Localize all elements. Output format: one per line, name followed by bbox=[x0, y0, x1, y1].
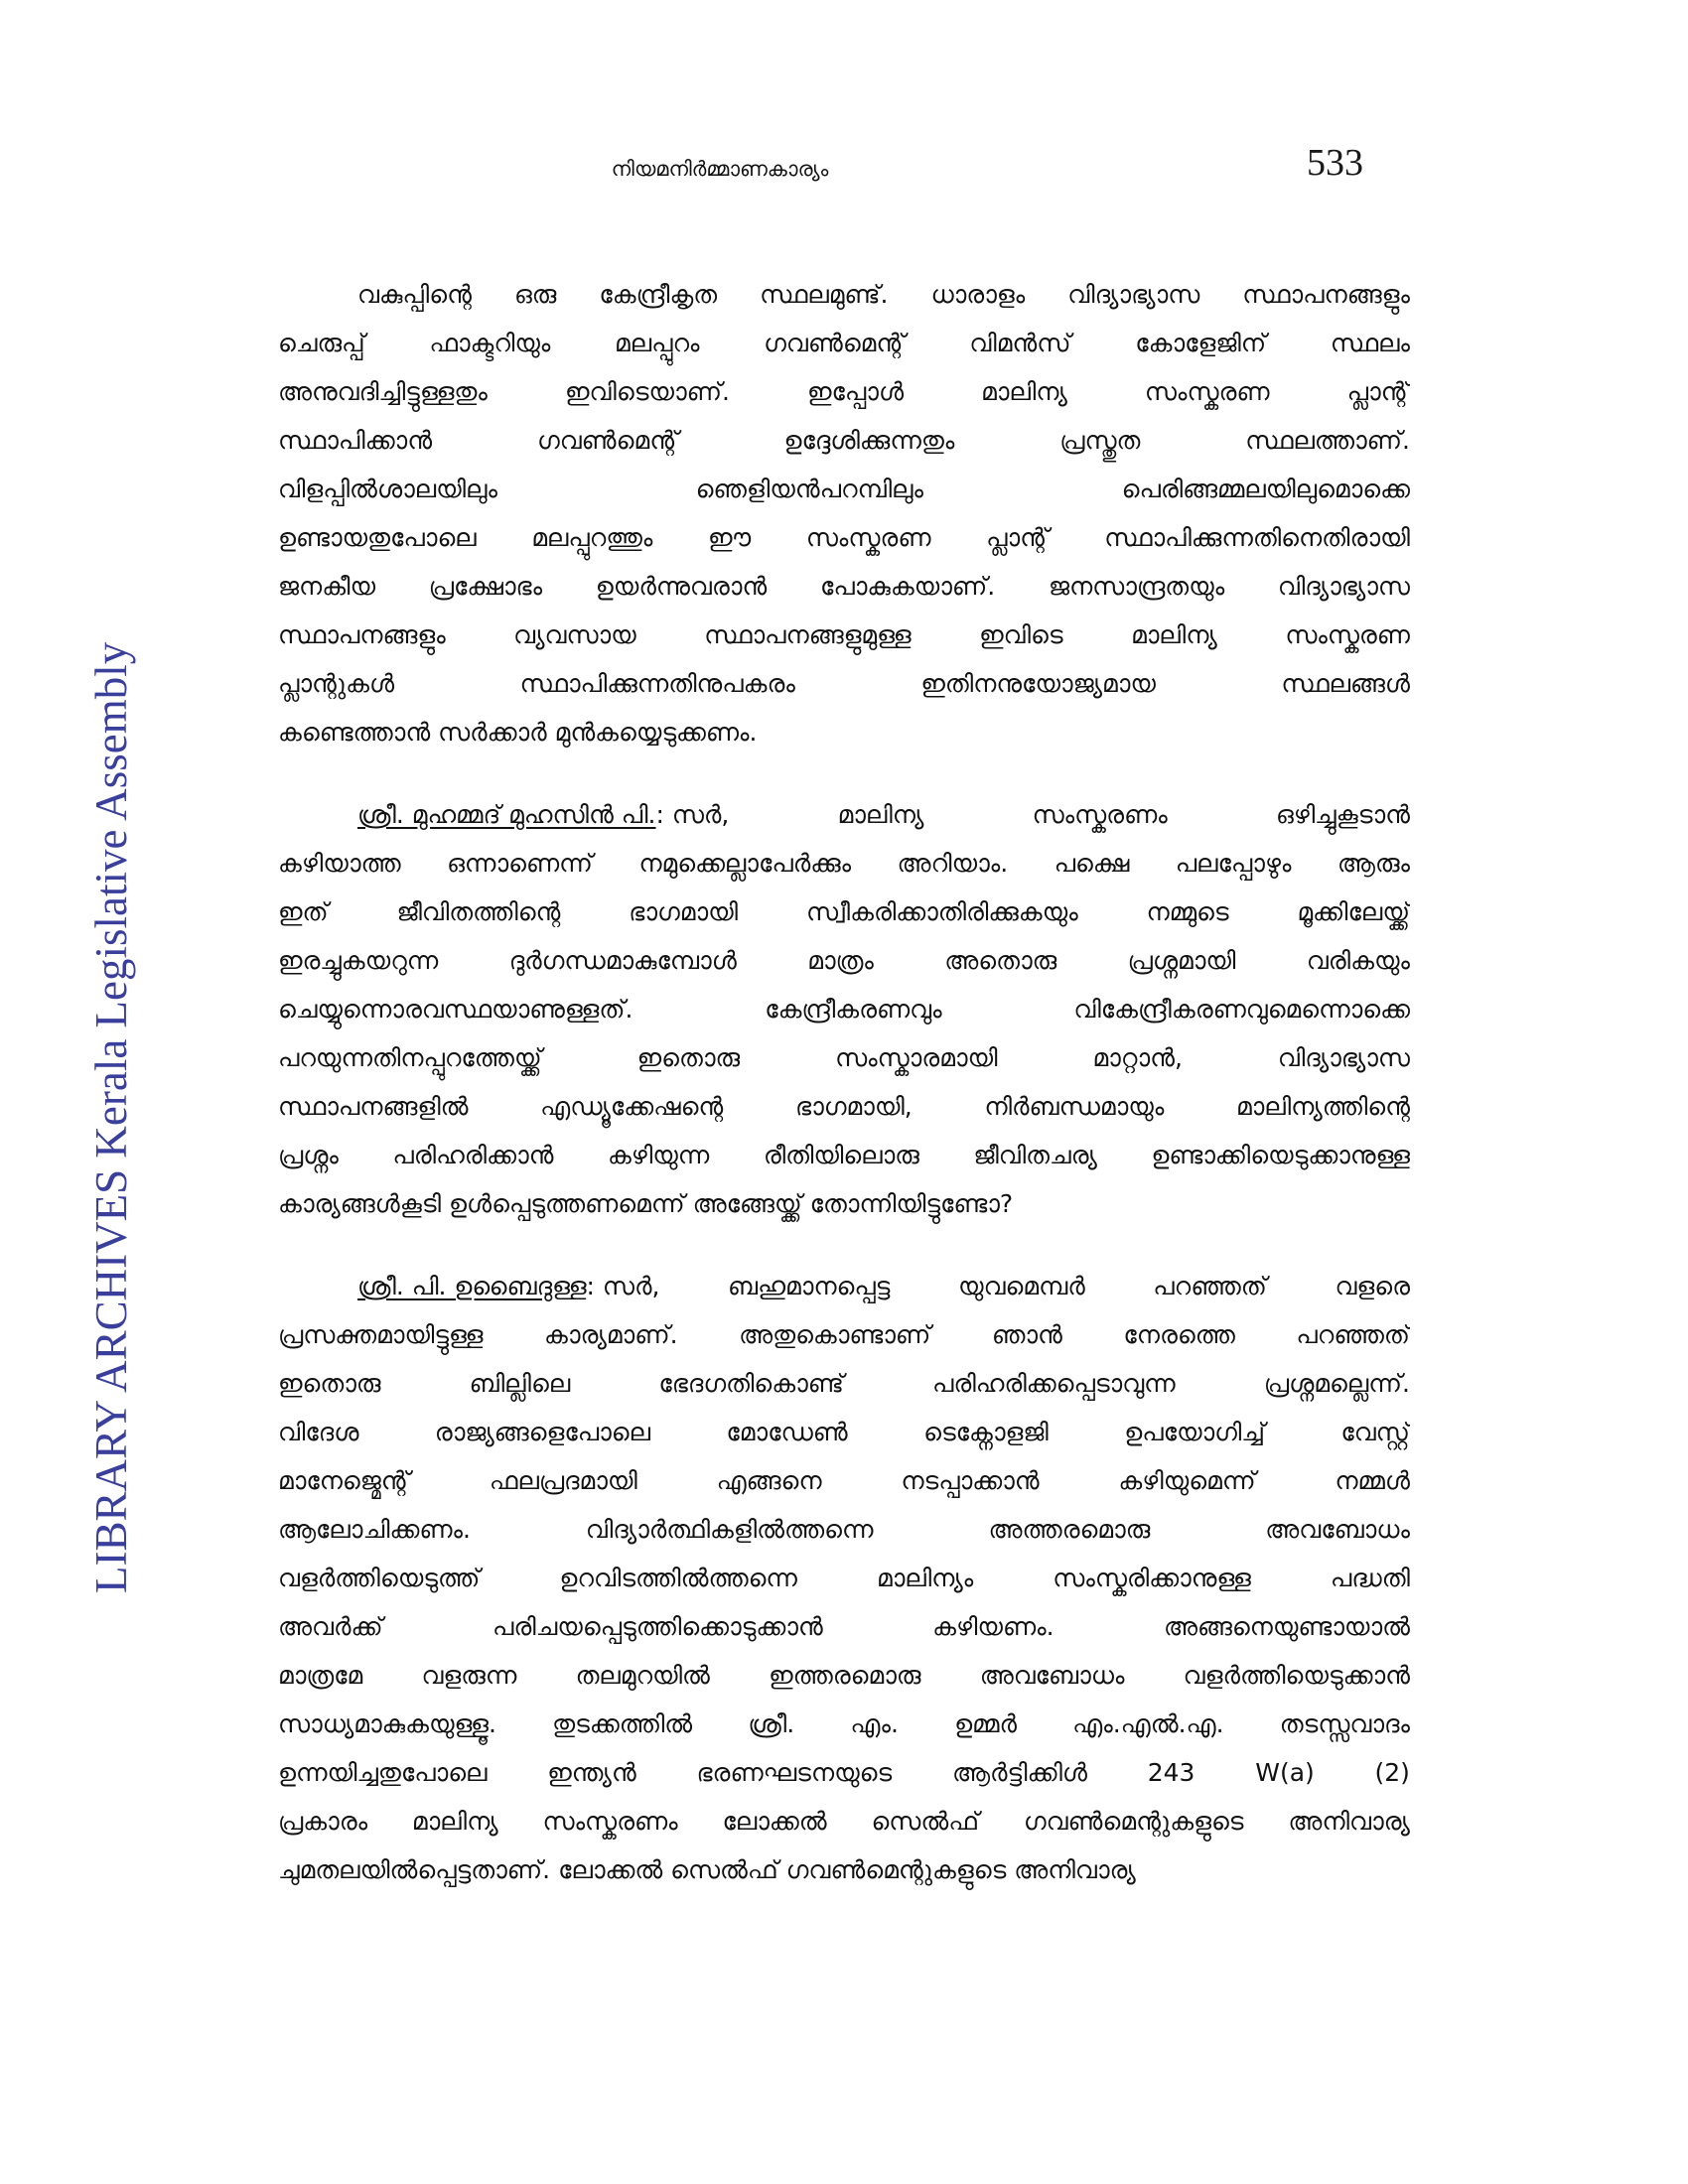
word: വ്യവസായ bbox=[513, 620, 636, 649]
word: ഉമ്മർ bbox=[954, 1709, 1017, 1738]
word: കാര്യമാണ്. bbox=[544, 1320, 678, 1349]
text-line bbox=[278, 1262, 1410, 1310]
word: മാലിന്യം bbox=[877, 1564, 974, 1592]
word: പറഞ്ഞത് bbox=[1153, 1272, 1267, 1300]
side-stamp-region bbox=[77, 352, 145, 1593]
text-line bbox=[278, 790, 1410, 839]
word: ഇത് bbox=[278, 897, 329, 926]
paragraph bbox=[278, 270, 1410, 756]
word: ചെയ്യുന്നൊരവസ്ഥയാണുള്ളത്. bbox=[278, 995, 633, 1024]
word: ചുമതലയിൽപ്പെട്ടതാണ്. bbox=[278, 1855, 551, 1884]
word: സ്ഥാപനങ്ങളിൽ bbox=[278, 1092, 469, 1121]
word: മാലിന്യ bbox=[1131, 620, 1217, 649]
word: പ്രക്ഷോഭം bbox=[428, 572, 543, 601]
word: സ്ഥലം bbox=[1330, 329, 1410, 357]
speaker-group bbox=[357, 790, 729, 839]
word: കേന്ദ്രീകരണവും bbox=[765, 995, 942, 1024]
word: ഇതൊരു bbox=[636, 1043, 741, 1072]
word: വിദ്യാഭ്യാസ bbox=[1067, 280, 1200, 309]
speaker-name: ശ്രീ. പി. ഉബൈദുള്ള bbox=[357, 1272, 587, 1300]
word: മലപ്പുറം bbox=[615, 329, 700, 357]
word: ഇവിടെയാണ്. bbox=[564, 377, 730, 406]
word: അനിവാര്യ bbox=[1014, 1855, 1136, 1884]
text-line bbox=[278, 611, 1410, 659]
word: മലപ്പുറത്തും bbox=[531, 523, 653, 552]
word: കഴിയുന്ന bbox=[607, 1141, 710, 1169]
word: വളർത്തിയെടുത്ത് bbox=[278, 1564, 481, 1592]
word: സാധ്യമാകുകയുള്ളൂ. bbox=[278, 1709, 496, 1738]
word: ധാരാളം bbox=[930, 280, 1026, 309]
word: രീതിയിലൊരു bbox=[763, 1141, 919, 1169]
text-line bbox=[278, 887, 1410, 936]
running-header-title: നിയമനിർമ്മാണകാര്യം bbox=[611, 157, 829, 181]
speaker-group bbox=[357, 1262, 659, 1310]
word: നമ്മൾ bbox=[1335, 1466, 1410, 1495]
text-line bbox=[278, 936, 1410, 985]
word: ആരും bbox=[1336, 849, 1410, 878]
word: അറിയാം. bbox=[897, 849, 1009, 878]
text-line bbox=[278, 1131, 1410, 1179]
word: വരികയും bbox=[1306, 946, 1410, 975]
word: സ്ഥാപിക്കുന്നതിനെതിരായി bbox=[1104, 523, 1410, 552]
word: പ്രസക്തമായിട്ടുള്ള bbox=[278, 1320, 484, 1349]
word: ചെരുപ്പ് bbox=[278, 329, 365, 357]
word: ഉറവിടത്തിൽത്തന്നെ bbox=[559, 1564, 797, 1592]
word: ഉപയോഗിച്ച് bbox=[1124, 1418, 1265, 1446]
word: മാലിന്യ bbox=[837, 800, 924, 829]
word: സ്ഥാപിക്കാൻ bbox=[278, 426, 433, 455]
word: നമുക്കെല്ലാപേർക്കും bbox=[638, 849, 852, 878]
text-line bbox=[278, 416, 1410, 465]
text-line bbox=[278, 319, 1410, 367]
speaker-name: ശ്രീ. മുഹമ്മദ് മുഹസിൻ പി. bbox=[357, 800, 656, 829]
text-line bbox=[278, 839, 1410, 887]
word: കേന്ദ്രീകൃത bbox=[599, 280, 718, 309]
word: W(a) bbox=[1255, 1758, 1315, 1787]
word: സംസ്കരണ bbox=[805, 523, 931, 552]
text-line bbox=[278, 1408, 1410, 1456]
word: സ്വീകരിക്കാതിരിക്കുകയും bbox=[805, 897, 1078, 926]
text-line bbox=[278, 1456, 1410, 1505]
text-line bbox=[278, 1700, 1410, 1748]
word: ഞാൻ bbox=[991, 1320, 1062, 1349]
word: ഉണ്ടായതുപോലെ bbox=[278, 523, 477, 552]
word: നേരത്തെ bbox=[1123, 1320, 1235, 1349]
word: ജീവിതത്തിന്റെ bbox=[396, 897, 561, 926]
word: എം.എൽ.എ. bbox=[1072, 1709, 1224, 1738]
word: ഇപ്പോൾ bbox=[807, 377, 905, 406]
word: മാനേജ്മെന്റ് bbox=[278, 1466, 411, 1495]
word: പ്രകാരം bbox=[278, 1807, 368, 1836]
word: വളർത്തിയെടുക്കാൻ bbox=[1183, 1661, 1410, 1690]
word: കാര്യങ്ങൾകൂടി ഉൾപ്പെടുത്തണമെന്ന് അങ്ങേയ്ക്ക് തോന്നിയിട്ടുണ്ടോ? bbox=[278, 1189, 1014, 1218]
text-line bbox=[278, 1310, 1410, 1359]
text-line bbox=[278, 1179, 1410, 1228]
word: ഉണ്ടാക്കിയെടുക്കാനുള്ള bbox=[1151, 1141, 1410, 1169]
text-line bbox=[278, 367, 1410, 416]
word: പറഞ്ഞത് bbox=[1296, 1320, 1410, 1349]
word: സ്ഥലങ്ങൾ bbox=[1281, 669, 1410, 698]
word: വിദ്യാർത്ഥികളിൽത്തന്നെ bbox=[585, 1515, 874, 1544]
word: ഗവൺമെന്റ് bbox=[536, 426, 679, 455]
word: പ്രശ്നമല്ലെന്ന്. bbox=[1263, 1369, 1410, 1398]
word: ആർട്ടിക്കിൾ bbox=[951, 1758, 1087, 1787]
text-line bbox=[278, 465, 1410, 513]
word: പെരിങ്ങമ്മലയിലുമൊക്കെ bbox=[1121, 475, 1410, 503]
word: ഞെളിയൻപറമ്പിലും bbox=[695, 475, 923, 503]
word: പദ്ധതി bbox=[1330, 1564, 1410, 1592]
word: ജീവിതചര്യ bbox=[973, 1141, 1097, 1169]
word: പ്ലാന്റ് bbox=[986, 523, 1050, 552]
word: 243 bbox=[1147, 1758, 1196, 1787]
word: മാലിന്യ bbox=[981, 377, 1067, 406]
word: അനിവാര്യ bbox=[1288, 1807, 1410, 1836]
word: പ്രശ്നം bbox=[278, 1141, 339, 1169]
text-line bbox=[278, 513, 1410, 562]
word: ഭരണഘടനയുടെ bbox=[696, 1758, 893, 1787]
word: പ്രശ്നമായി bbox=[1127, 946, 1236, 975]
word: വേസ്റ്റ് bbox=[1340, 1418, 1410, 1446]
text-line bbox=[278, 1602, 1410, 1651]
word: വകുപ്പിന്റെ bbox=[357, 280, 472, 309]
word: ഫലപ്രദമായി bbox=[489, 1466, 637, 1495]
word: ഭാഗമായി, bbox=[794, 1092, 913, 1121]
word: പരിചയപ്പെടുത്തിക്കൊടുക്കാൻ bbox=[492, 1612, 823, 1641]
word: അതൊരു bbox=[944, 946, 1057, 975]
word: മാലിന്യത്തിന്റെ bbox=[1235, 1092, 1410, 1121]
word: ബഹുമാനപ്പെട്ട bbox=[728, 1272, 891, 1300]
word: ഗവൺമെന്റുകളുടെ bbox=[785, 1855, 1007, 1884]
word: വിദേശ bbox=[278, 1418, 359, 1446]
text-line bbox=[278, 1082, 1410, 1131]
word: മാത്രം bbox=[807, 946, 874, 975]
text-line bbox=[278, 562, 1410, 611]
word: ഇത്തരമൊരു bbox=[769, 1661, 921, 1690]
paragraph bbox=[278, 790, 1410, 1228]
word: ഇതിനനുയോജ്യമായ bbox=[920, 669, 1156, 698]
word: അങ്ങനെയുണ്ടായാൽ bbox=[1163, 1612, 1410, 1641]
word: പ്ലാന്റുകൾ bbox=[278, 669, 395, 698]
word: സംസ്കരണം bbox=[1032, 800, 1168, 829]
text-line bbox=[278, 1797, 1410, 1845]
word: അവബോധം bbox=[979, 1661, 1125, 1690]
word: മാലിന്യ bbox=[411, 1807, 498, 1836]
word: നിർബന്ധമായും bbox=[984, 1092, 1165, 1121]
word: വിദ്യാഭ്യാസ bbox=[1277, 1043, 1410, 1072]
word: സംസ്കാരമായി bbox=[835, 1043, 998, 1072]
text-line bbox=[278, 1359, 1410, 1408]
text-line bbox=[278, 1748, 1410, 1797]
word: : സർ, bbox=[586, 1272, 660, 1300]
word: കഴിയാത്ത bbox=[278, 849, 401, 878]
word: സ്ഥാപനങ്ങളും bbox=[1242, 280, 1410, 309]
word: കഴിയുമെന്ന് bbox=[1118, 1466, 1256, 1495]
word: എം. bbox=[850, 1709, 899, 1738]
word: ഭേദഗതികൊണ്ട് bbox=[658, 1369, 844, 1398]
word: പലപ്പോഴും bbox=[1175, 849, 1292, 878]
word: ഫാക്ടറിയും bbox=[429, 329, 551, 357]
word: നടപ്പാക്കാൻ bbox=[901, 1466, 1040, 1495]
word: സ്ഥലമുണ്ട്. bbox=[760, 280, 889, 309]
word: വളരെ bbox=[1335, 1272, 1410, 1300]
word: ആലോചിക്കണം. bbox=[278, 1515, 471, 1544]
word: ദുർഗന്ധമാകുമ്പോൾ bbox=[508, 946, 737, 975]
word: ജനസാന്ദ്രതയും bbox=[1048, 572, 1225, 601]
word: ഒഴിച്ചുകൂടാൻ bbox=[1275, 800, 1410, 829]
word: ഭാഗമായി bbox=[629, 897, 739, 926]
word: ഉന്നയിച്ചതുപോലെ bbox=[278, 1758, 488, 1787]
text-line bbox=[278, 1845, 1410, 1894]
word: ഇരച്ചുകയറുന്ന bbox=[278, 946, 439, 975]
text-line bbox=[278, 1505, 1410, 1554]
word: എഡ്യൂക്കേഷന്റെ bbox=[540, 1092, 724, 1121]
word: അതുകൊണ്ടാണ് bbox=[739, 1320, 931, 1349]
text-line bbox=[278, 708, 1410, 756]
word: ലോക്കൽ bbox=[722, 1807, 827, 1836]
word: കണ്ടെത്താൻ സർക്കാർ മുൻകയ്യെടുക്കണം. bbox=[278, 718, 758, 747]
word: ശ്രീ. bbox=[748, 1709, 795, 1738]
word: ബില്ലിലെ bbox=[469, 1369, 571, 1398]
word: സംസ്കരണ bbox=[1144, 377, 1270, 406]
word: മൂക്കിലേയ്ക്ക് bbox=[1297, 897, 1410, 926]
word: ഗവൺമെന്റ് bbox=[764, 329, 906, 357]
word: പറയുന്നതിനപ്പുറത്തേയ്ക്ക് bbox=[278, 1043, 542, 1072]
word: നമ്മുടെ bbox=[1146, 897, 1229, 926]
word: വിളപ്പിൽശാലയിലും bbox=[278, 475, 497, 503]
word: ടെക്നോളജി bbox=[923, 1418, 1049, 1446]
word: മോഡേൺ bbox=[726, 1418, 848, 1446]
word: സെൽഫ് bbox=[871, 1807, 980, 1836]
word: ഉയർന്നുവരാൻ bbox=[595, 572, 768, 601]
word: ഇന്ത്യൻ bbox=[547, 1758, 636, 1787]
word: മാറ്റാൻ, bbox=[1092, 1043, 1183, 1072]
word: പ്രസ്തുത bbox=[1059, 426, 1141, 455]
word: ഇതൊരു bbox=[278, 1369, 381, 1398]
word: അത്തരമൊരു bbox=[988, 1515, 1151, 1544]
word: സംസ്കരണം bbox=[542, 1807, 678, 1836]
word: വിമൻസ് bbox=[969, 329, 1071, 357]
word: പ്ലാന്റ് bbox=[1346, 377, 1410, 406]
text-line bbox=[278, 1651, 1410, 1700]
word: ഇവിടെ bbox=[979, 620, 1063, 649]
word: സെൽഫ് bbox=[670, 1855, 778, 1884]
word: കോളേജിന് bbox=[1135, 329, 1267, 357]
body-text bbox=[278, 270, 1410, 1928]
word: സംസ്കരണ bbox=[1285, 620, 1410, 649]
word: അവർക്ക് bbox=[278, 1612, 383, 1641]
paragraph bbox=[278, 1262, 1410, 1894]
word: തുടക്കത്തിൽ bbox=[552, 1709, 693, 1738]
word: രാജ്യങ്ങളെപോലെ bbox=[434, 1418, 650, 1446]
word: സംസ്കരിക്കാനുള്ള bbox=[1053, 1564, 1251, 1592]
text-line bbox=[278, 985, 1410, 1033]
word: എങ്ങനെ bbox=[716, 1466, 822, 1495]
text-line bbox=[278, 1033, 1410, 1082]
word: സ്ഥലത്താണ്. bbox=[1245, 426, 1410, 455]
library-archives-stamp: LIBRARY ARCHIVES Kerala Legislative Assembly bbox=[86, 641, 136, 1593]
word: തലമുറയിൽ bbox=[575, 1661, 710, 1690]
word: സ്ഥാപനങ്ങളുമുള്ള bbox=[704, 620, 912, 649]
word: : സർ, bbox=[655, 800, 730, 829]
word: വിദ്യാഭ്യാസ bbox=[1277, 572, 1410, 601]
word: ജനകീയ bbox=[278, 572, 376, 601]
word: യുവമെമ്പർ bbox=[958, 1272, 1085, 1300]
word: അനുവദിച്ചിട്ടുള്ളതും bbox=[278, 377, 488, 406]
word: ഒന്നാണെന്ന് bbox=[447, 849, 593, 878]
word: പരിഹരിക്കപ്പെടാവുന്ന bbox=[932, 1369, 1176, 1398]
word: പക്ഷെ bbox=[1054, 849, 1130, 878]
text-line bbox=[278, 659, 1410, 708]
word: ലോക്കൽ bbox=[558, 1855, 663, 1884]
text-line bbox=[278, 1554, 1410, 1602]
word: മാത്രമേ bbox=[278, 1661, 363, 1690]
word: ഈ bbox=[707, 523, 752, 552]
word: സ്ഥാപിക്കുന്നതിനുപകരം bbox=[519, 669, 795, 698]
word: സ്ഥാപനങ്ങളും bbox=[278, 620, 446, 649]
word: (2) bbox=[1374, 1758, 1410, 1787]
text-line bbox=[278, 270, 1410, 319]
word: വളരുന്ന bbox=[421, 1661, 517, 1690]
page-number: 533 bbox=[1307, 142, 1363, 184]
word: ഉദ്ദേശിക്കുന്നതും bbox=[783, 426, 955, 455]
word: വികേന്ദ്രീകരണവുമെന്നൊക്കെ bbox=[1073, 995, 1410, 1024]
word: തടസ്സവാദം bbox=[1279, 1709, 1410, 1738]
word: പരിഹരിക്കാൻ bbox=[392, 1141, 554, 1169]
word: ഒരു bbox=[513, 280, 557, 309]
word: അവബോധം bbox=[1265, 1515, 1410, 1544]
word: കഴിയണം. bbox=[932, 1612, 1055, 1641]
word: പോകുകയാണ്. bbox=[819, 572, 996, 601]
word: ഗവൺമെന്റുകളുടെ bbox=[1023, 1807, 1244, 1836]
